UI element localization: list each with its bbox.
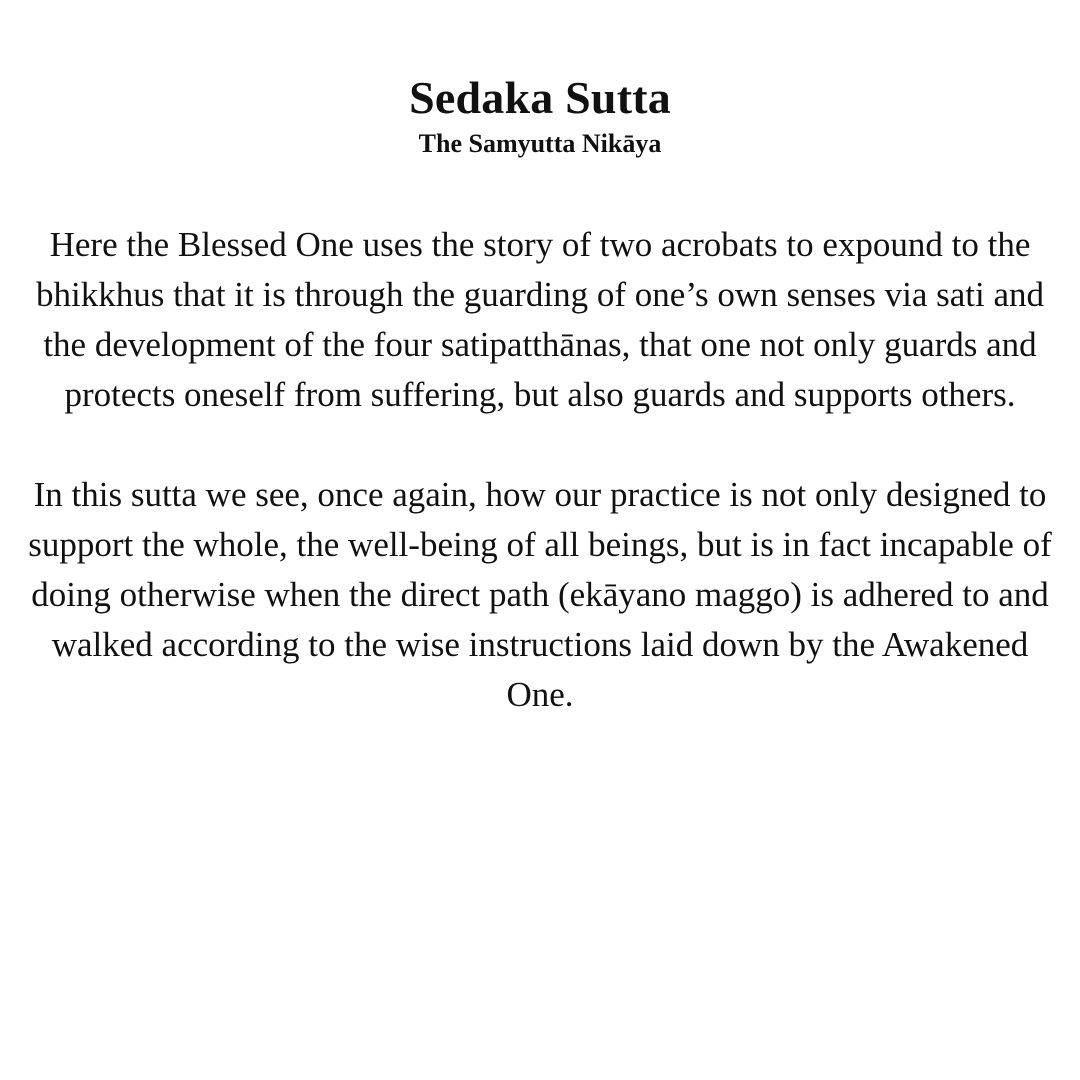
commentary-paragraph: In this sutta we see, once again, how our practice is not only designed to support the whole, the well-being of all beings, but is in fact incapable of doing otherwise when the direct path (ekāyano maggo) is adhered to and walked according to the wise instructions laid down by the Awakened One. [28, 475, 1052, 714]
intro-paragraph: Here the Blessed One uses the story of two acrobats to expound to the bhikkhus that it is through the guarding of one’s own senses via sati and the development of the four satipatthānas, that one not only guards and protects oneself from suffering, but also guards and supports others. [35, 225, 1045, 414]
page-title: Sedaka Sutta [409, 72, 671, 123]
page-subtitle: The Samyutta Nikāya [418, 129, 662, 158]
